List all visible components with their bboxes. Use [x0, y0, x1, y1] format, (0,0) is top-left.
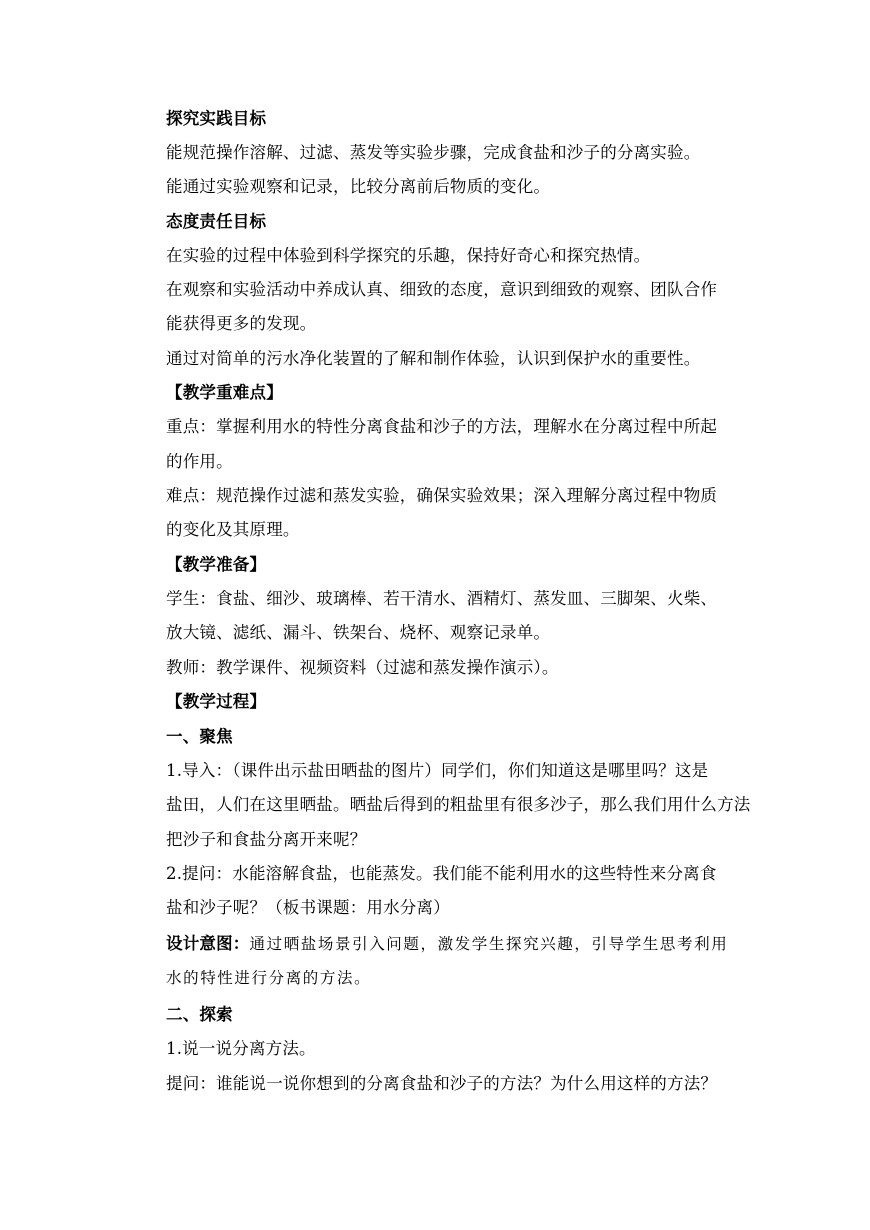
subsection-heading-explore: 二、探索 — [166, 1005, 233, 1024]
section-heading-preparation: 【教学准备】 — [166, 555, 267, 574]
paragraph-line: 放大镜、滤纸、漏斗、铁架台、烧杯、观察记录单。 — [166, 623, 551, 642]
paragraph-line: 重点：掌握利用水的特性分离食盐和沙子的方法，理解水在分离过程中所起 — [166, 417, 718, 436]
paragraph-line: 盐和沙子呢？（板书课题：用水分离） — [166, 898, 450, 917]
subsection-heading-focus: 一、聚焦 — [166, 727, 233, 746]
design-intent-text: 通过晒盐场景引入问题，激发学生探究兴趣，引导学生思考利用 — [249, 935, 729, 953]
paragraph-line: 提问：谁能说一说你想到的分离食盐和沙子的方法？为什么用这样的方法？ — [166, 1074, 718, 1093]
paragraph-line: 在观察和实验活动中养成认真、细致的态度，意识到细致的观察、团队合作 — [166, 280, 718, 299]
paragraph-line: 2.提问：水能溶解食盐，也能蒸发。我们能不能利用水的这些特性来分离食 — [166, 864, 717, 883]
design-intent-continuation: 水的特性进行分离的方法。 — [166, 969, 372, 987]
paragraph-line: 1.说一说分离方法。 — [166, 1039, 316, 1058]
paragraph-line: 把沙子和食盐分离开来呢？ — [166, 830, 367, 849]
paragraph-line: 的变化及其原理。 — [166, 520, 300, 539]
section-heading-attitude-goals: 态度责任目标 — [166, 212, 267, 231]
design-intent-paragraph — [166, 933, 728, 955]
paragraph-line: 能获得更多的发现。 — [166, 314, 317, 333]
paragraph-line: 盐田，人们在这里晒盐。晒盐后得到的粗盐里有很多沙子，那么我们用什么方法 — [166, 795, 751, 814]
paragraph-line: 教师：教学课件、视频资料（过滤和蒸发操作演示）。 — [166, 658, 559, 677]
paragraph-line: 通过对简单的污水净化装置的了解和制作体验，认识到保护水的重要性。 — [166, 349, 701, 368]
section-heading-inquiry-practice-goals: 探究实践目标 — [166, 109, 267, 128]
paragraph-line: 学生：食盐、细沙、玻璃棒、若干清水、酒精灯、蒸发皿、三脚架、火柴、 — [166, 589, 718, 608]
paragraph-line: 在实验的过程中体验到科学探究的乐趣，保持好奇心和探究热情。 — [166, 246, 651, 265]
paragraph-line: 1.导入：（课件出示盐田晒盐的图片）同学们，你们知道这是哪里吗？这是 — [166, 761, 709, 780]
design-intent-label: 设计意图： — [166, 934, 250, 953]
paragraph-line: 能通过实验观察和记录，比较分离前后物质的变化。 — [166, 177, 551, 196]
paragraph-line: 的作用。 — [166, 452, 233, 471]
section-heading-teaching-process: 【教学过程】 — [166, 692, 267, 711]
paragraph-line: 能规范操作溶解、过滤、蒸发等实验步骤，完成食盐和沙子的分离实验。 — [166, 143, 701, 162]
section-heading-key-difficulties: 【教学重难点】 — [166, 383, 283, 402]
paragraph-line: 难点：规范操作过滤和蒸发实验，确保实验效果；深入理解分离过程中物质 — [166, 486, 718, 505]
